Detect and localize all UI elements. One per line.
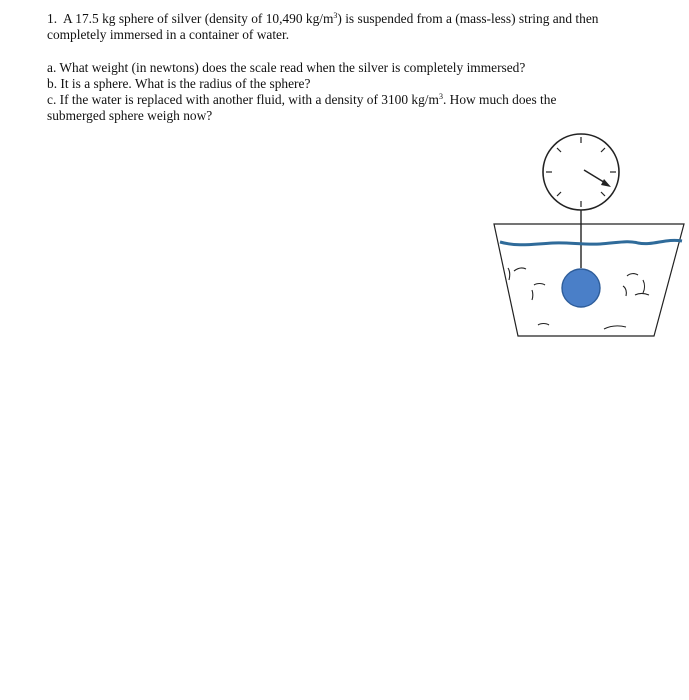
scale-and-container-diagram [488, 128, 688, 343]
problem-intro-line2: completely immersed in a container of water. [47, 27, 290, 42]
question-a: a. What weight (in newtons) does the scale read when the silver is completely immersed? [47, 60, 526, 75]
problem-intro: 1. A 17.5 kg sphere of silver (density of 10,490 $kg/m^3$) is suspended from a (mass-less) string and then [47, 11, 599, 26]
problem-text [47, 11, 667, 124]
problem-number: 1. [47, 11, 58, 26]
silver-sphere [562, 269, 600, 307]
scale-face [543, 134, 619, 210]
question-c-line2: submerged sphere weigh now? [47, 108, 213, 123]
question-c: c. If the water is replaced with another fluid, with a density of 3100 $kg/m^3$. How much does the [47, 92, 557, 107]
water-surface [500, 240, 682, 244]
question-b: b. It is a sphere. What is the radius of the sphere? [47, 76, 311, 91]
scale-dial [543, 134, 619, 210]
